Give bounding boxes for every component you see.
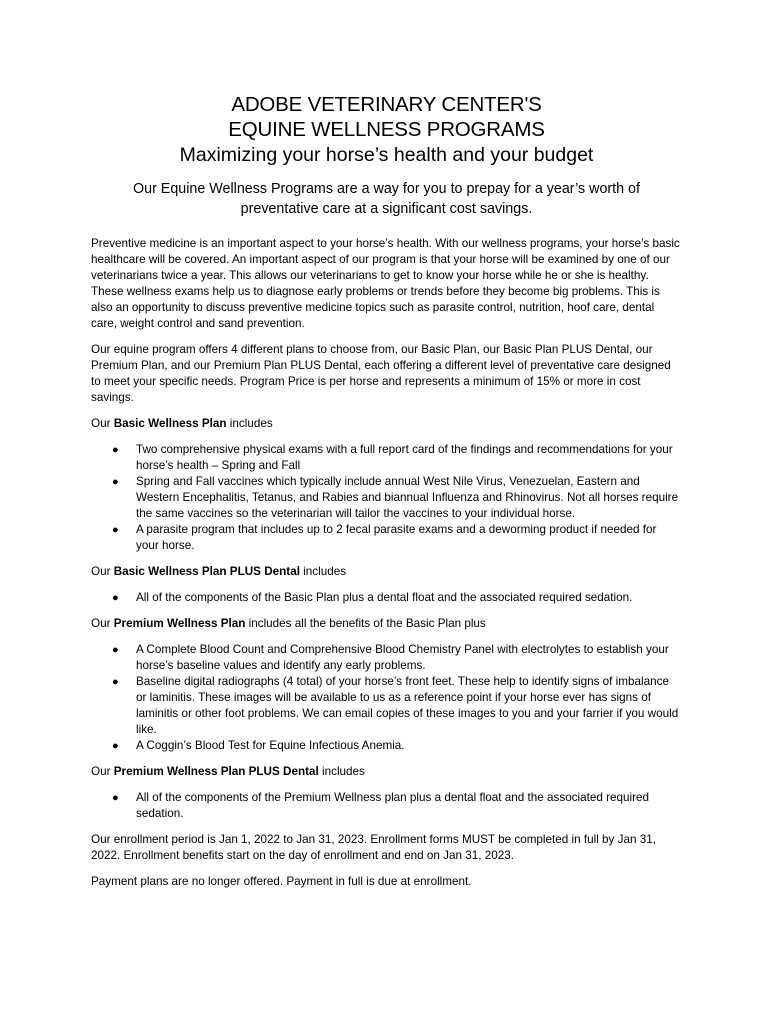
list-item [91,790,682,822]
list-item-text: Spring and Fall vaccines which typically include annual West Nile Virus, Venezuelan, Eastern and Western Encephalitis, Tetanus, and Rabies and biannual Influenza and Rhinovirus. Not all horses require the same vaccines so the veterinarian will tailor the vaccines to your individual horse. [136,475,679,520]
intro-statement: Our Equine Wellness Programs are a way for you to prepay for a year’s worth of preventative care at a significant cost savings. [133,181,640,217]
basic-plan-heading [91,416,682,432]
premium-dental-plan-list [91,790,682,822]
document-subtitle: Maximizing your horse’s health and your budget [179,144,594,166]
plan-name: Premium Wellness Plan PLUS Dental [113,765,319,778]
list-item-text: A parasite program that includes up to 2 fecal parasite exams and a deworming product if needed for your horse. [136,523,657,552]
plan-name: Basic Wellness Plan PLUS Dental [113,565,300,578]
list-item [91,442,682,474]
plan-heading-prefix: Our [91,417,114,430]
premium-plan-heading [91,616,682,632]
bullet-icon: ● [112,792,119,804]
plan-heading-suffix: includes [318,765,365,778]
bullet-icon: ● [112,524,119,536]
document-title-line-2: EQUINE WELLNESS PROGRAMS [228,118,545,141]
basic-dental-plan-heading [91,564,682,580]
list-item [91,642,682,674]
list-item-text: All of the components of the Premium Wellness plan plus a dental float and the associated required sedation. [136,791,650,820]
basic-plan-list [91,442,682,554]
list-item-text: Two comprehensive physical exams with a full report card of the findings and recommendations for your horse’s health – Spring and Fall [136,443,673,472]
plans-overview-paragraph: Our equine program offers 4 different plans to choose from, our Basic Plan, our Basic Plan PLUS Dental, our Premium Plan, and our Premium Plan PLUS Dental, each offering a different level of preventative care designed to meet your specific needs. Program Price is per horse and represents a minimum of 15% or more in cost savings. [91,343,671,404]
bullet-icon: ● [112,444,119,456]
plan-heading-prefix: Our [91,565,114,578]
plan-heading-suffix: includes [299,565,347,578]
bullet-icon: ● [112,592,119,604]
plan-name: Basic Wellness Plan [113,417,227,430]
plan-heading-suffix: includes [226,417,273,430]
preventive-medicine-paragraph: Preventive medicine is an important aspect to your horse’s health. With our wellness programs, your horse’s basic healthcare will be covered. An important aspect of our program is that your horse will be examined by one of our veterinarians twice a year. This allows our veterinarians to get to know your horse while he or she is healthy. These wellness exams help us to diagnose early problems or trends before they become big problems. This is also an opportunity to discuss preventive medicine topics such as parasite control, nutrition, hoof care, dental care, weight control and sand prevention. [91,237,680,330]
title-block [91,92,682,167]
list-item-text: A Complete Blood Count and Comprehensive Blood Chemistry Panel with electrolytes to establish your horse’s baseline values and identify any early problems. [136,643,669,672]
bullet-icon: ● [112,740,119,752]
bullet-icon: ● [112,644,119,656]
list-item-text: All of the components of the Basic Plan plus a dental float and the associated required sedation. [136,591,633,604]
plan-name: Premium Wellness Plan [113,617,246,630]
document-title-line-1: ADOBE VETERINARY CENTER'S [231,93,542,116]
plan-heading-prefix: Our [91,765,114,778]
plan-heading-suffix: includes all the benefits of the Basic Plan plus [245,617,486,630]
payment-paragraph: Payment plans are no longer offered. Payment in full is due at enrollment. [91,875,472,888]
plan-heading-prefix: Our [91,617,114,630]
bullet-icon: ● [112,476,119,488]
list-item [91,674,682,738]
list-item-text: A Coggin’s Blood Test for Equine Infectious Anemia. [136,739,405,752]
premium-plan-list [91,642,682,754]
list-item [91,590,682,606]
list-item [91,522,682,554]
list-item-text: Baseline digital radiographs (4 total) of your horse’s front feet. These help to identify signs of imbalance or laminitis. These images will be available to us as a reference point if your horse ever has signs of laminitis or other foot problems. We can email copies of these images to you and your farrier if you would like. [136,675,679,736]
basic-dental-plan-list [91,590,682,606]
enrollment-paragraph: Our enrollment period is Jan 1, 2022 to Jan 31, 2023. Enrollment forms MUST be completed in full by Jan 31, 2022. Enrollment benefits start on the day of enrollment and end on Jan 31, 2023. [91,833,656,862]
list-item [91,738,682,754]
list-item [91,474,682,522]
premium-dental-plan-heading [91,764,682,780]
bullet-icon: ● [112,676,119,688]
